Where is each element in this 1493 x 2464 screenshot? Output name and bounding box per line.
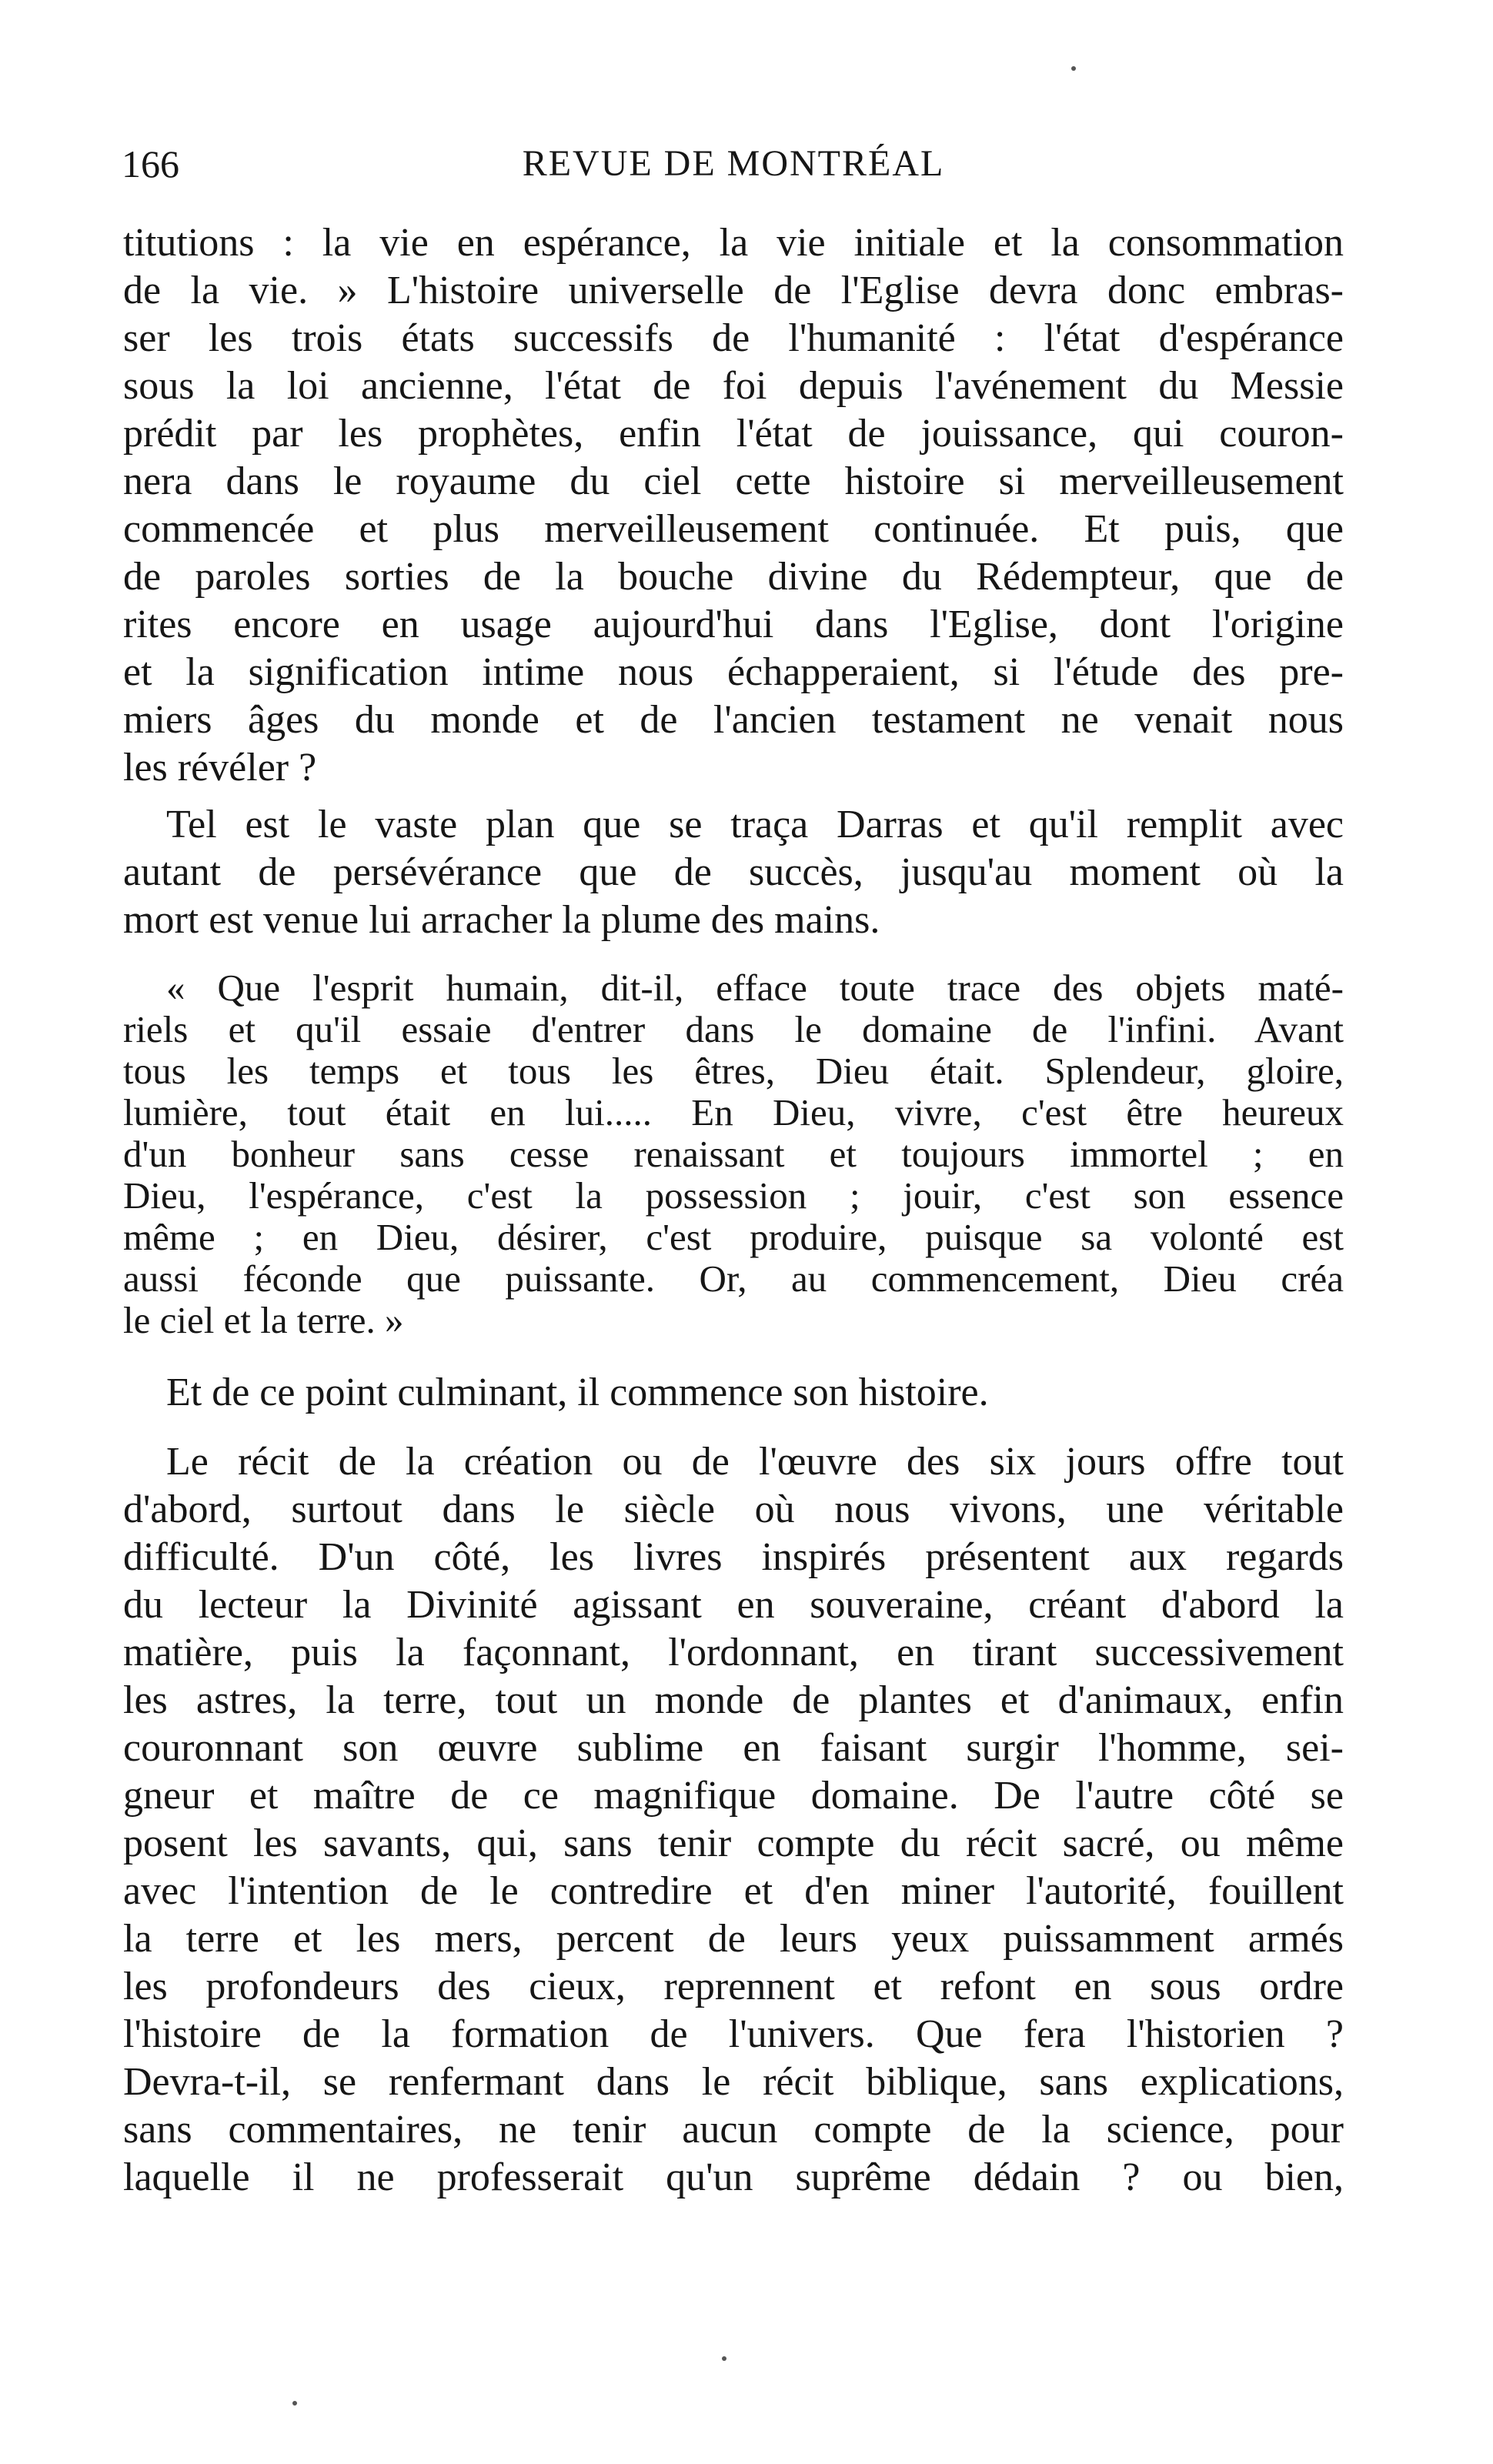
scan-speck bbox=[292, 2401, 297, 2406]
text-line: couronnant son œuvre sublime en faisant surgir l'homme, sei- bbox=[123, 1726, 1344, 1770]
text-line: les profondeurs des cieux, reprennent et refont en sous ordre bbox=[123, 1965, 1344, 2008]
text-line: les astres, la terre, tout un monde de plantes et d'animaux, enfin bbox=[123, 1678, 1344, 1722]
quote-line: aussi féconde que puissante. Or, au commencement, Dieu créa bbox=[123, 1257, 1344, 1300]
running-title: REVUE DE MONTRÉAL bbox=[522, 143, 945, 184]
quote-line: Dieu, l'espérance, c'est la possession ; jouir, c'est son essence bbox=[123, 1174, 1344, 1217]
quote-line: riels et qu'il essaie d'entrer dans le domaine de l'infini. Avant bbox=[123, 1008, 1344, 1050]
text-line: Devra-t-il, se renfermant dans le récit biblique, sans explications, bbox=[123, 2060, 1344, 2104]
text-line: titutions : la vie en espérance, la vie initiale et la consommation bbox=[123, 221, 1344, 265]
text-line: sous la loi ancienne, l'état de foi depuis l'avénement du Messie bbox=[123, 364, 1344, 408]
text-line: et la signification intime nous échapperaient, si l'étude des pre- bbox=[123, 650, 1344, 694]
text-line: Le récit de la création ou de l'œuvre des six jours offre tout bbox=[166, 1440, 1344, 1484]
text-line: autant de persévérance que de succès, jusqu'au moment où la bbox=[123, 850, 1344, 894]
text-line: l'histoire de la formation de l'univers. Que fera l'historien ? bbox=[123, 2012, 1344, 2056]
text-line: Et de ce point culminant, il commence son histoire. bbox=[166, 1371, 989, 1414]
text-line: du lecteur la Divinité agissant en souveraine, créant d'abord la bbox=[123, 1583, 1344, 1627]
quote-line: d'un bonheur sans cesse renaissant et toujours immortel ; en bbox=[123, 1133, 1344, 1175]
scan-speck bbox=[722, 2356, 726, 2361]
text-line: la terre et les mers, percent de leurs yeux puissamment armés bbox=[123, 1917, 1344, 1961]
page-header bbox=[122, 137, 1345, 191]
scan-speck bbox=[1071, 66, 1076, 71]
text-line: nera dans le royaume du ciel cette histoire si merveilleusement bbox=[123, 459, 1344, 503]
text-line: posent les savants, qui, sans tenir compte du récit sacré, ou même bbox=[123, 1821, 1344, 1865]
quote-line: tous les temps et tous les êtres, Dieu était. Splendeur, gloire, bbox=[123, 1050, 1344, 1092]
text-line: de paroles sorties de la bouche divine du Rédempteur, que de bbox=[123, 555, 1344, 599]
text-line: d'abord, surtout dans le siècle où nous vivons, une véritable bbox=[123, 1487, 1344, 1531]
text-line: difficulté. D'un côté, les livres inspirés présentent aux regards bbox=[123, 1535, 1344, 1579]
text-line: sans commentaires, ne tenir aucun compte de la science, pour bbox=[123, 2108, 1344, 2152]
text-line: miers âges du monde et de l'ancien testament ne venait nous bbox=[123, 698, 1344, 742]
text-line: avec l'intention de le contredire et d'en miner l'autorité, fouillent bbox=[123, 1869, 1344, 1913]
text-line: Tel est le vaste plan que se traça Darras et qu'il remplit avec bbox=[166, 803, 1344, 846]
text-line: de la vie. » L'histoire universelle de l'Eglise devra donc embras- bbox=[123, 269, 1344, 312]
text-line: commencée et plus merveilleusement continuée. Et puis, que bbox=[123, 507, 1344, 551]
text-line: gneur et maître de ce magnifique domaine. De l'autre côté se bbox=[123, 1774, 1344, 1818]
quote-line: « Que l'esprit humain, dit-il, efface toute trace des objets maté- bbox=[166, 967, 1344, 1009]
text-line: les révéler ? bbox=[123, 746, 317, 790]
text-line: rites encore en usage aujourd'hui dans l'Eglise, dont l'origine bbox=[123, 603, 1344, 646]
page-number: 166 bbox=[122, 142, 179, 185]
text-line: matière, puis la façonnant, l'ordonnant, en tirant successivement bbox=[123, 1631, 1344, 1674]
text-line: laquelle il ne professerait qu'un suprême dédain ? ou bien, bbox=[123, 2155, 1344, 2199]
text-line: mort est venue lui arracher la plume des mains. bbox=[123, 898, 880, 942]
quote-line: le ciel et la terre. » bbox=[123, 1299, 404, 1341]
text-line: ser les trois états successifs de l'humanité : l'état d'espérance bbox=[123, 316, 1344, 360]
text-line: prédit par les prophètes, enfin l'état de jouissance, qui couron- bbox=[123, 412, 1344, 456]
quote-line: lumière, tout était en lui..... En Dieu, vivre, c'est être heureux bbox=[123, 1091, 1344, 1134]
quote-line: même ; en Dieu, désirer, c'est produire, puisque sa volonté est bbox=[123, 1216, 1344, 1258]
